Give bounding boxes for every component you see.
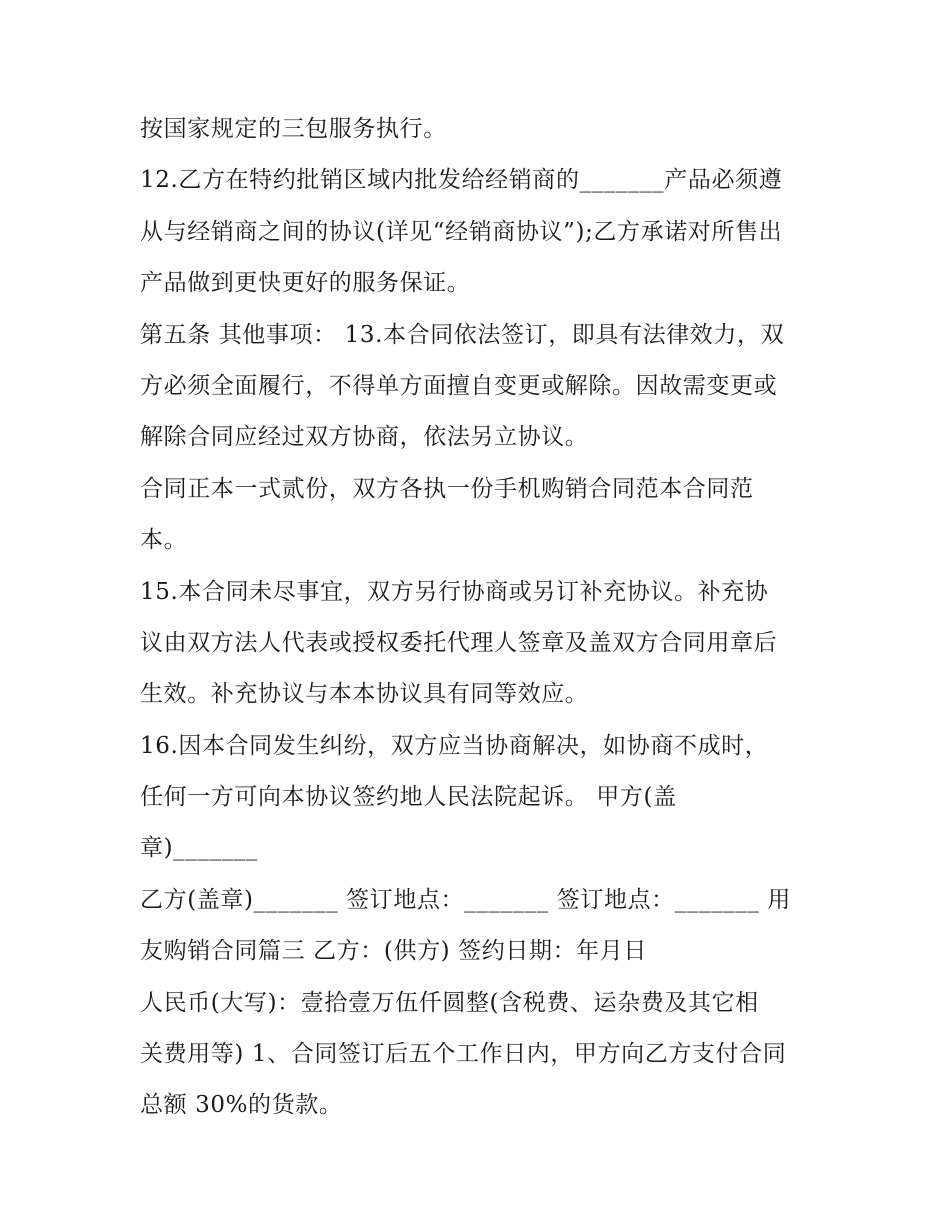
text-line-11: 议由双方法人代表或授权委托代理人签章及盖双方合同用章后 [140, 629, 778, 656]
text-line-3: 从与经销商之间的协议(详见“经销商协议”);乙方承诺对所售出 [140, 218, 783, 245]
text-line-20: 总额 30%的货款。 [140, 1092, 343, 1119]
text-line-9: 本。 [140, 527, 188, 554]
text-line-19: 关费用等) 1、合同签订后五个工作日内，甲方向乙方支付合同 [140, 1041, 787, 1068]
text-line-6: 方必须全面履行，不得单方面擅自变更或解除。因故需变更或 [140, 372, 778, 399]
text-line-12: 生效。补充协议与本本协议具有同等效应。 [140, 681, 589, 708]
text-line-18: 人民币(大写)：壹拾壹万伍仟圆整(含税费、运杂费及其它相 [140, 989, 759, 1016]
text-line-4: 产品做到更快更好的服务保证。 [140, 270, 471, 297]
text-line-10: 15.本合同未尽事宜，双方另行协商或另订补充协议。补充协 [140, 578, 769, 605]
text-line-15: 章)_______ [140, 835, 258, 862]
text-line-7: 解除合同应经过双方协商，依法另立协议。 [140, 424, 589, 451]
text-line-14: 任何一方可向本协议签约地人民法院起诉。 甲方(盖 [140, 784, 677, 811]
text-line-13: 16.因本合同发生纠纷，双方应当协商解决，如协商不成时， [140, 732, 769, 759]
text-line-2: 12.乙方在特约批销区域内批发给经销商的_______产品必须遵 [140, 167, 783, 194]
text-line-1: 按国家规定的三包服务执行。 [140, 116, 447, 142]
text-line-16: 乙方(盖章)_______ 签订地点：_______ 签订地点：_______ 用 [140, 886, 791, 913]
contract-body-text [140, 104, 820, 1132]
text-line-8: 合同正本一式贰份，双方各执一份手机购销合同范本合同范 [140, 475, 754, 502]
text-line-17: 友购销合同篇三 乙方：(供方) 签约日期：年月日 [140, 938, 647, 965]
text-line-5: 第五条 其他事项： 13.本合同依法签订，即具有法律效力，双 [140, 321, 785, 348]
